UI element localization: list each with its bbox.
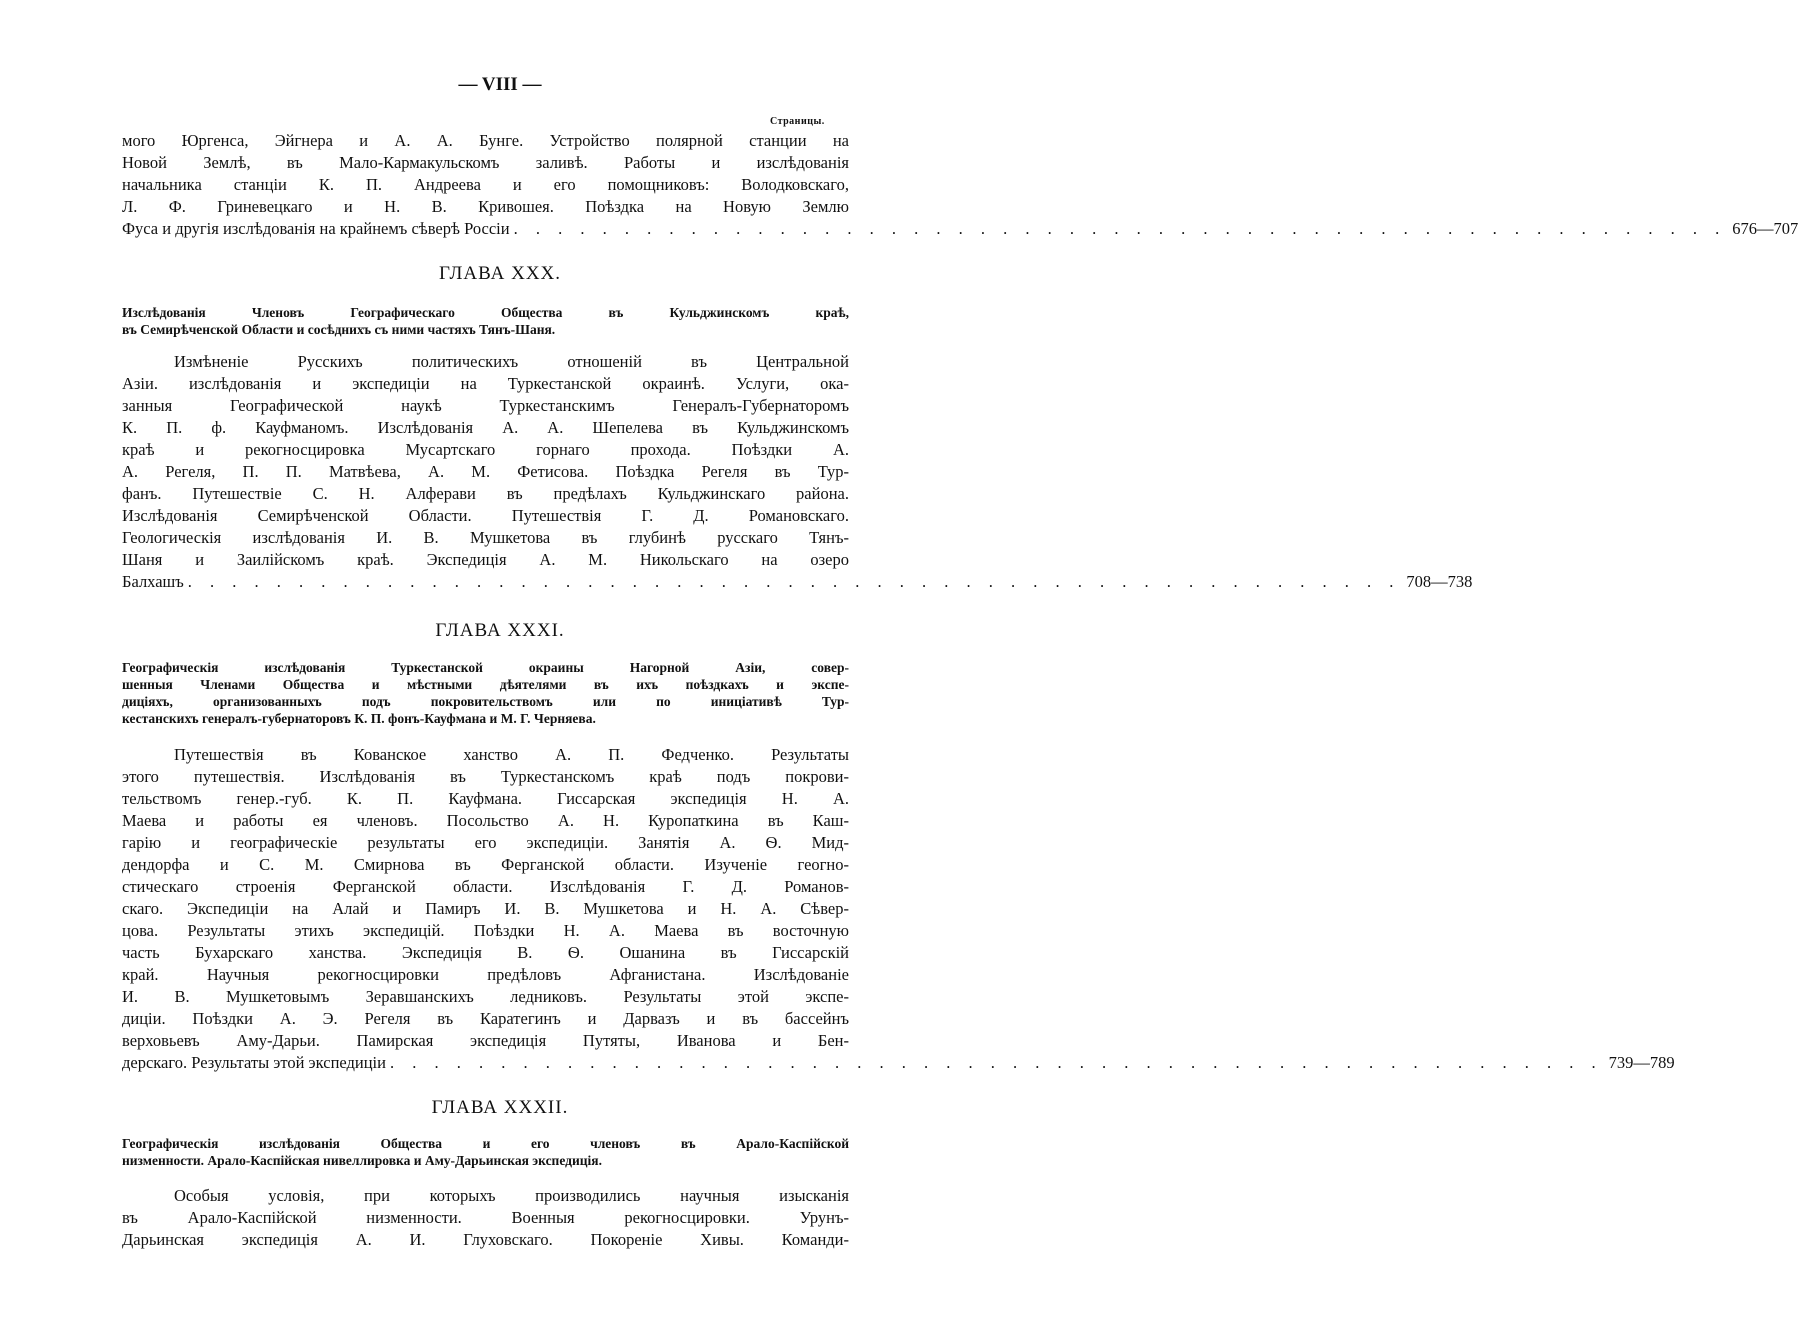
- text-line: Изслѣдованія Семирѣченской Области. Путешествія Г. Д. Романовскаго.: [122, 506, 849, 525]
- text-line: фанъ. Путешествіе С. Н. Алферави въ предѣлахъ Кульджинскаго района.: [122, 484, 849, 503]
- text-line: Л. Ф. Гриневецкаго и Н. В. Кривошея. Поѣздка на Новую Землю: [122, 197, 849, 216]
- toc-entry-last-line: Балхашъ . . . . . . . . . . . . . . . . . . . . . . . . . . . . . . . . . . . . . . . . . . . . . . . . . . . . . . . 708—738: [122, 572, 1473, 591]
- text-line: край. Научныя рекогносцировки предѣловъ Афганистана. Изслѣдованіе: [122, 965, 849, 984]
- text-line: въ Арало-Каспійской низменности. Военныя рекогносцировки. Урунъ-: [122, 1208, 849, 1227]
- text-line: Геологическія изслѣдованія И. В. Мушкетова въ глубинѣ русскаго Тянъ-: [122, 528, 849, 547]
- chapter-title: ГЛАВА XXXI.: [435, 620, 565, 641]
- text-line: верховьевъ Аму-Дарьи. Памирская экспедиція Путяты, Иванова и Бен-: [122, 1031, 849, 1050]
- chapter-title: ГЛАВА XXX.: [438, 263, 562, 284]
- leader-dots: . . . . . . . . . . . . . . . . . . . . . . . . . . . . . . . . . . . . . . . . . . . . . . . . . . . . . . .: [187, 572, 1401, 591]
- text-line: цова. Результаты этихъ экспедицій. Поѣздки Н. А. Маева въ восточную: [122, 921, 849, 940]
- page-range: 739—789: [1608, 1053, 1675, 1072]
- text-line: Маева и работы ея членовъ. Посольство А. Н. Куропаткина въ Каш-: [122, 811, 849, 830]
- text-line: скаго. Экспедиціи на Алай и Памиръ И. В. Мушкетова и Н. А. Сѣвер-: [122, 899, 849, 918]
- text-line: А. Регеля, П. П. Матвѣева, А. М. Фетисова. Поѣздка Регеля въ Тур-: [122, 462, 849, 481]
- text-line: Шаня и Заилійскомъ краѣ. Экспедиція А. М. Никольскаго на озеро: [122, 550, 849, 569]
- leader-dots: . . . . . . . . . . . . . . . . . . . . . . . . . . . . . . . . . . . . . . . . . . . . . . . . . . . . . . .: [513, 219, 1727, 238]
- text-line: Новой Землѣ, въ Мало-Кармакульскомъ заливѣ. Работы и изслѣдованія: [122, 153, 849, 172]
- text-line: занныя Географической наукѣ Туркестанскимъ Генералъ-Губернаторомъ: [122, 396, 849, 415]
- toc-entry-last-line: дерскаго. Результаты этой экспедиціи . . . . . . . . . . . . . . . . . . . . . . . . . . . . . . . . . . . . . . . . . . . . . . . . . . . . . . . 739—789: [122, 1053, 1675, 1072]
- text-line: начальника станціи К. П. Андреева и его помощниковъ: Володковскаго,: [122, 175, 849, 194]
- page-number: — VIII —: [458, 74, 542, 95]
- chapter-summary: Географическія изслѣдованія Туркестанской окраины Нагорной Азіи, совер- шенныя Членами Общества и мѣстными дѣятелями въ ихъ поѣздкахъ и экспе- диціяхъ, организованныхъ подъ покровительствомъ или по иниціативѣ Тур- кестанскихъ генералъ-губернаторовъ К. П. фонъ-Кауфмана и М. Г. Черняева.: [122, 660, 849, 726]
- text-line: этого путешествія. Изслѣдованія въ Туркестанскомъ краѣ подъ покрови-: [122, 767, 849, 786]
- text-line: Особыя условія, при которыхъ производились научныя изысканія: [174, 1186, 849, 1205]
- text-line: диціи. Поѣздки А. Э. Регеля въ Каратегинъ и Дарвазъ и въ бассейнъ: [122, 1009, 849, 1028]
- chapter-summary: Географическія изслѣдованія Общества и его членовъ въ Арало-Каспійской низменности. Арало-Каспійская нивеллировка и Аму-Дарьинская экспедиція.: [122, 1136, 849, 1168]
- text-line: мого Юргенса, Эйгнера и А. А. Бунге. Устройство полярной станции на: [122, 131, 849, 150]
- text-line: Путешествія въ Кованское ханство А. П. Федченко. Результаты: [174, 745, 849, 764]
- text-line: Дарьинская экспедиція А. И. Глуховскаго. Покореніе Хивы. Команди-: [122, 1230, 849, 1249]
- toc-entry-last-line: Фуса и другія изслѣдованія на крайнемъ сѣверѣ Россіи . . . . . . . . . . . . . . . . . . . . . . . . . . . . . . . . . . . . . . . . . . . . . . . . . . . . . . . 676—707: [122, 219, 1798, 238]
- text-line: тельствомъ генер.-губ. К. П. Кауфмана. Гиссарская экспедиція Н. А.: [122, 789, 849, 808]
- text-line: К. П. ф. Кауфманомъ. Изслѣдованія А. А. Шепелева въ Кульджинскомъ: [122, 418, 849, 437]
- text-line: И. В. Мушкетовымъ Зеравшанскихъ ледниковъ. Результаты этой экспе-: [122, 987, 849, 1006]
- text-line: стическаго строенія Ферганской области. Изслѣдованія Г. Д. Романов-: [122, 877, 849, 896]
- text-line: Измѣненіе Русскихъ политическихъ отношеній въ Центральной: [174, 352, 849, 371]
- text-line: часть Бухарскаго ханства. Экспедиція В. Ѳ. Ошанина въ Гиссарскій: [122, 943, 849, 962]
- text-line: Азіи. изслѣдованія и экспедиціи на Туркестанской окраинѣ. Услуги, ока-: [122, 374, 849, 393]
- chapter-title: ГЛАВА XXXII.: [431, 1097, 569, 1118]
- chapter-summary: Изслѣдованія Членовъ Географическаго Общества въ Кульджинскомъ краѣ, въ Семирѣченской Области и сосѣднихъ съ ними частяхъ Тянъ-Шаня.: [122, 305, 849, 337]
- text-line: дендорфа и С. М. Смирнова въ Ферганской области. Изученіе геогно-: [122, 855, 849, 874]
- page-range: 708—738: [1406, 572, 1473, 591]
- page-range: 676—707: [1732, 219, 1798, 238]
- text-line: краѣ и рекогносцировка Мусартскаго горнаго прохода. Поѣздки А.: [122, 440, 849, 459]
- text-line: гарію и географическіе результаты его экспедиціи. Занятія А. Ѳ. Мид-: [122, 833, 849, 852]
- leader-dots: . . . . . . . . . . . . . . . . . . . . . . . . . . . . . . . . . . . . . . . . . . . . . . . . . . . . . . .: [389, 1053, 1603, 1072]
- pages-column-header: Страницы.: [770, 116, 825, 127]
